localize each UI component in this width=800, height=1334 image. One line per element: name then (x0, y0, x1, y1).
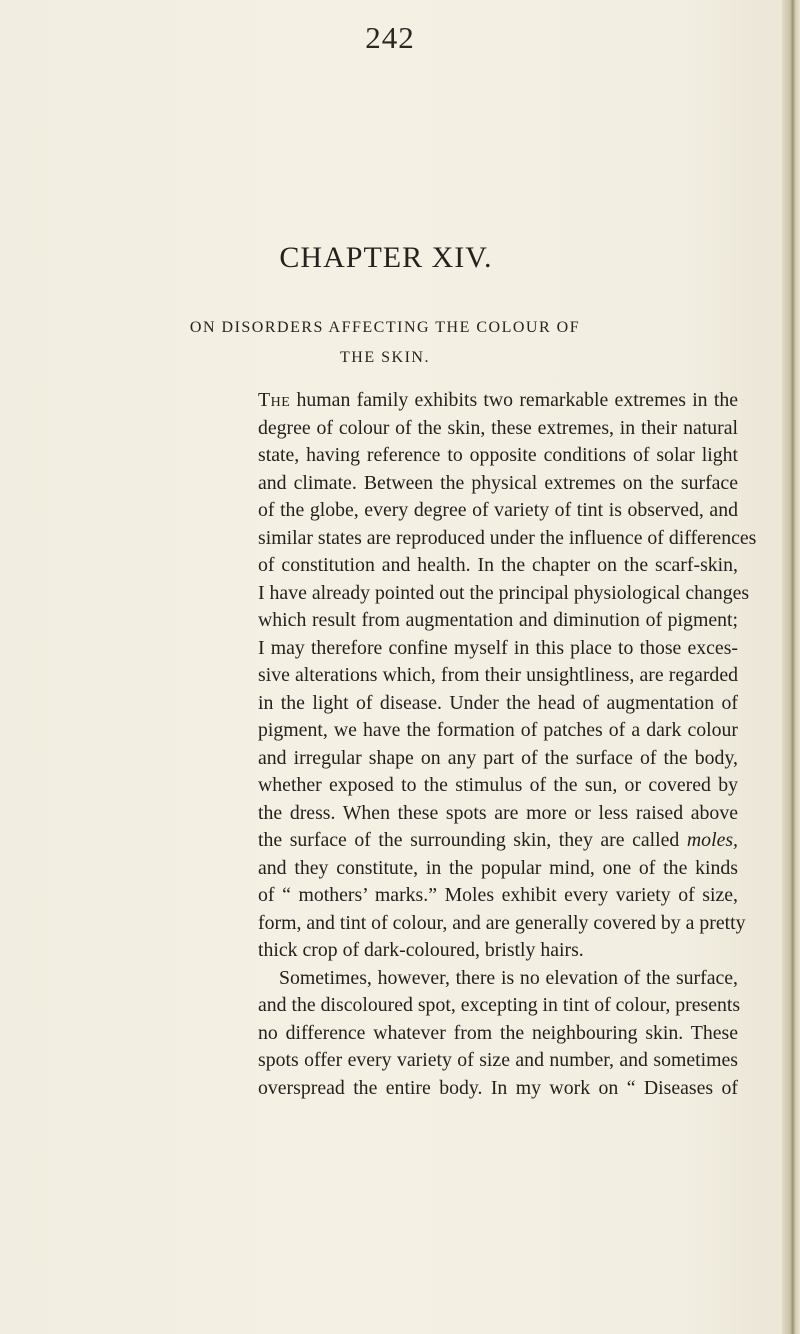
text-line: thick crop of dark-coloured, bristly hairs. (258, 939, 584, 961)
lead-word: The (258, 389, 291, 411)
italic-term: moles, (686, 829, 738, 851)
text-line: whether exposed to the stimulus of the sun, or covered by (258, 774, 738, 796)
text-line: in the light of disease. Under the head of augmentation of (258, 691, 738, 714)
paragraph-2 (258, 965, 741, 1103)
text-line: no difference whatever from the neighbouring skin. These (258, 1021, 738, 1044)
chapter-subtitle-line-2: THE SKIN. (340, 349, 430, 366)
text-line: of the globe, every degree of variety of tint is observed, and (258, 499, 738, 521)
text-line: the dress. When these spots are more or less raised above (258, 801, 738, 824)
text-line (258, 387, 738, 415)
text-line: and the discoloured spot, excepting in tint of colour, presents (258, 994, 741, 1016)
text-line: similar states are reproduced under the influence of differences (258, 526, 757, 549)
text-line: form, and tint of colour, and are generally covered by a pretty (258, 911, 746, 934)
text-line: of constitution and health. In the chapter on the scarf-skin, (258, 554, 738, 576)
text-line: degree of colour of the skin, these extremes, in their natural (258, 416, 738, 439)
text-line: pigment, we have the formation of patches of a dark colour (258, 719, 738, 741)
paragraph-1 (258, 387, 757, 965)
text-line (258, 827, 738, 855)
page-number: 242 (365, 20, 415, 55)
text-line: I may therefore confine myself in this place to those exces- (258, 636, 738, 659)
body-text (258, 387, 757, 1102)
text-line: I have already pointed out the principal physiological changes (258, 581, 750, 604)
text-line: Sometimes, however, there is no elevation of the surface, (279, 966, 738, 989)
text-line: sive alterations which, from their unsightliness, are regarded (258, 664, 738, 686)
text-line: and they constitute, in the popular mind, one of the kinds (258, 856, 738, 879)
text-line: and irregular shape on any part of the surface of the body, (258, 746, 738, 769)
text-line: spots offer every variety of size and number, and sometimes (258, 1049, 738, 1071)
text-line: which result from augmentation and diminution of pigment; (258, 609, 738, 631)
text-line: overspread the entire body. In my work on “ Diseases of (258, 1076, 738, 1099)
text-line: of “ mothers’ marks.” Moles exhibit every variety of size, (258, 884, 738, 906)
page-edge-binding (782, 0, 800, 1334)
chapter-subtitle-line-1: ON DISORDERS AFFECTING THE COLOUR OF (189, 319, 581, 336)
text-span: human family exhibits two remarkable extremes in the (296, 389, 738, 411)
text-line: state, having reference to opposite conditions of solar light (258, 444, 738, 466)
text-line: and climate. Between the physical extremes on the surface (258, 471, 738, 494)
chapter-title: CHAPTER XIV. (279, 241, 493, 274)
text-span: the surface of the surrounding skin, they are called (258, 829, 680, 851)
